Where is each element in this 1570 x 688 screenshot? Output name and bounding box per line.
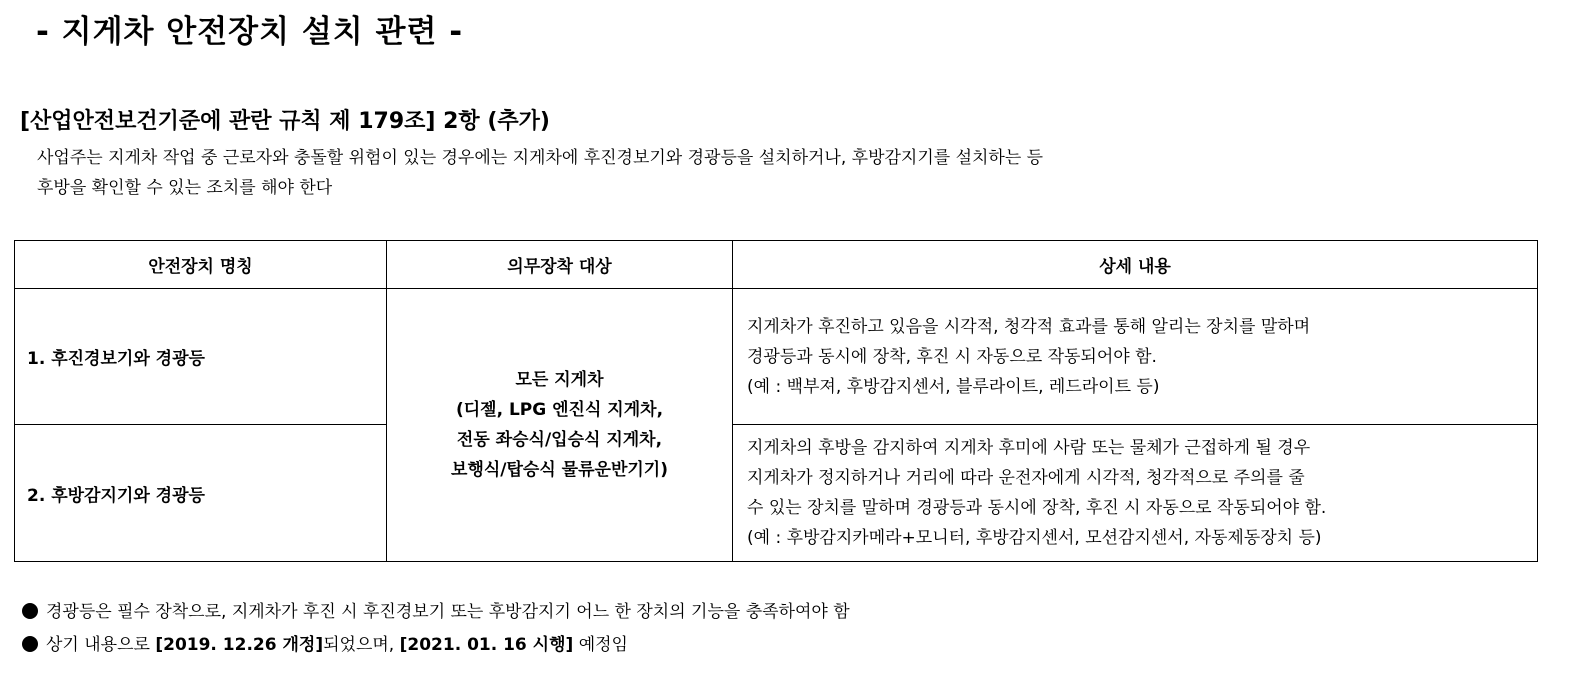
regulation-line: 후방을 확인할 수 있는 조치를 해야 한다 <box>37 178 333 198</box>
header-mandatory-target: 의무장착 대상 <box>387 241 733 289</box>
detail-line: (예 : 후방감지카메라+모니터, 후방감지센서, 모션감지센서, 자동제동장치 등) <box>747 528 1322 548</box>
target-line: 모든 지게차 <box>515 370 604 390</box>
safety-device-table <box>14 240 1538 562</box>
bullet-icon <box>22 603 38 619</box>
table-header-row <box>15 241 1538 289</box>
detail-cell <box>733 425 1538 562</box>
header-device-name: 안전장치 명칭 <box>15 241 387 289</box>
enforcement-date: [2021. 01. 16 시행] <box>399 635 574 655</box>
device-name-cell: 1. 후진경보기와 경광등 <box>15 289 387 425</box>
detail-line: 지게차의 후방을 감지하여 지게차 후미에 사람 또는 물체가 근접하게 될 경우 <box>747 438 1311 458</box>
note-text: 예정임 <box>573 635 628 655</box>
header-details: 상세 내용 <box>733 241 1538 289</box>
mandatory-target-cell <box>387 289 733 562</box>
note-item <box>22 629 850 662</box>
note-text: 되었으며, <box>323 635 400 655</box>
note-text: 상기 내용으로 <box>46 635 156 655</box>
detail-line: 수 있는 장치를 말하며 경광등과 동시에 장착, 후진 시 자동으로 작동되어야 함. <box>747 498 1327 518</box>
regulation-line: 사업주는 지게차 작업 중 근로자와 충돌할 위험이 있는 경우에는 지게차에 후진경보기와 경광등을 설치하거나, 후방감지기를 설치하는 등 <box>37 148 1044 168</box>
detail-line: 지게차가 후진하고 있음을 시각적, 청각적 효과를 통해 알리는 장치를 말하며 <box>747 316 1311 337</box>
note-item <box>22 596 850 629</box>
table-row <box>15 289 1538 425</box>
detail-line: (예 : 백부져, 후방감지센서, 블루라이트, 레드라이트 등) <box>747 376 1160 397</box>
note-text: 경광등은 필수 장착으로, 지게차가 후진 시 후진경보기 또는 후방감지기 어느 한 장치의 기능을 충족하여야 함 <box>46 602 850 622</box>
detail-cell <box>733 289 1538 425</box>
detail-line: 경광등과 동시에 장착, 후진 시 자동으로 작동되어야 함. <box>747 346 1157 367</box>
table-row <box>15 425 1538 562</box>
target-line: (디젤, LPG 엔진식 지게차, <box>455 400 664 420</box>
revision-date: [2019. 12.26 개정] <box>155 635 324 655</box>
detail-line: 지게차가 정지하거나 거리에 따라 운전자에게 시각적, 청각적으로 주의를 줄 <box>747 468 1305 488</box>
page-title: - 지게차 안전장치 설치 관련 - <box>36 14 464 50</box>
regulation-text <box>37 143 1043 203</box>
target-line: 보행식/탑승식 물류운반기기) <box>451 460 668 480</box>
target-line: 전동 좌승식/입승식 지게차, <box>456 430 663 450</box>
notes <box>22 596 850 662</box>
bullet-icon <box>22 636 38 652</box>
regulation-heading: [산업안전보건기준에 관란 규칙 제 179조] 2항 (추가) <box>20 109 550 134</box>
device-name-cell: 2. 후방감지기와 경광등 <box>15 425 387 562</box>
